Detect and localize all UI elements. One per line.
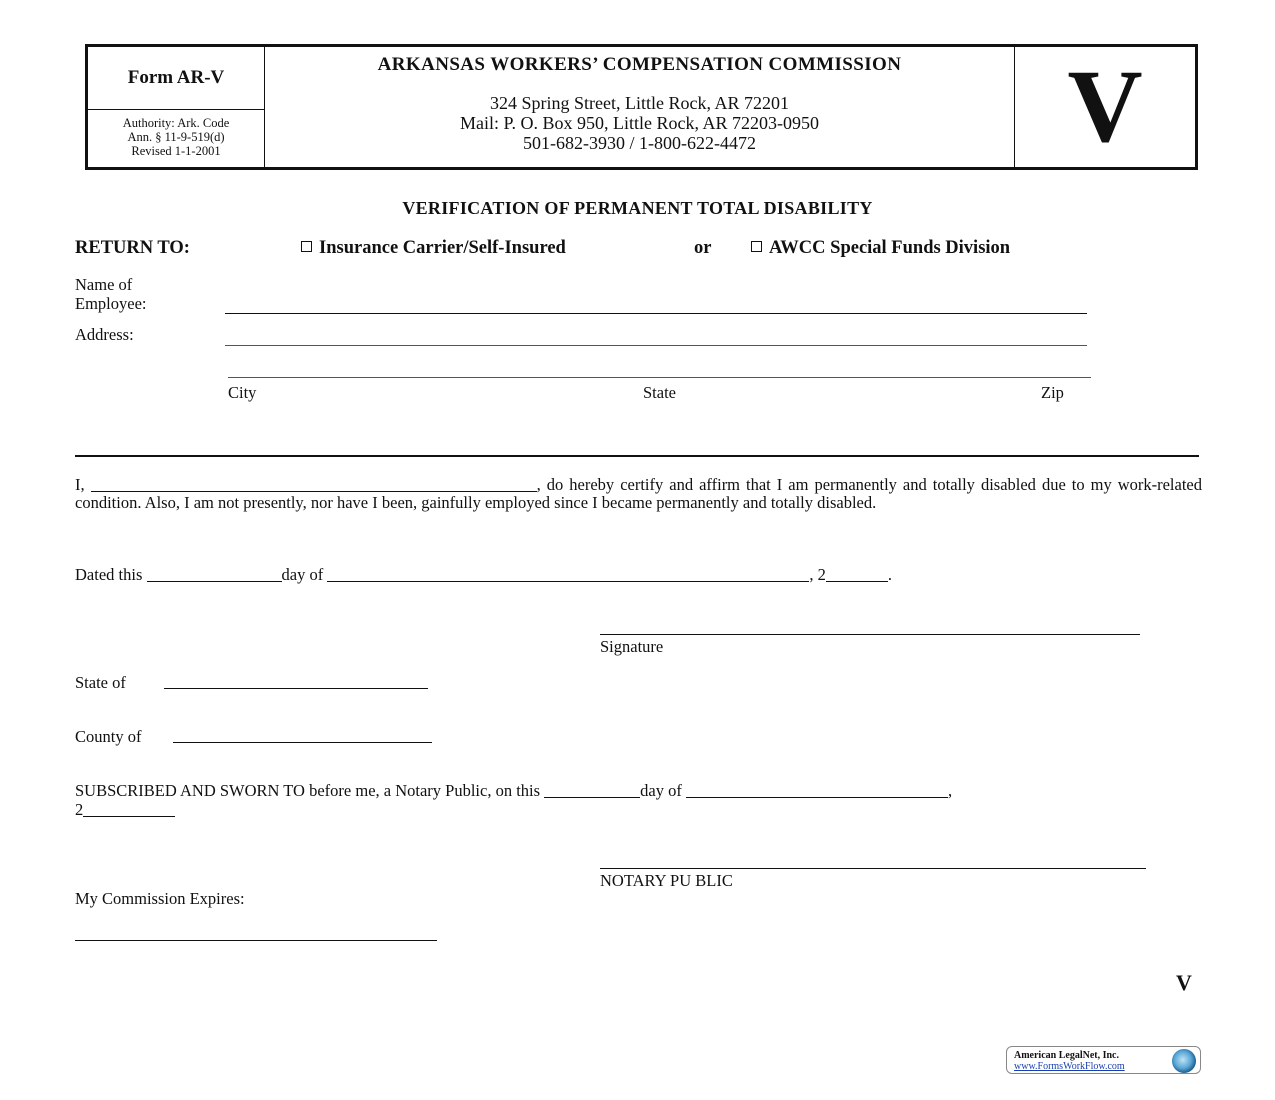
sworn-line xyxy=(75,781,952,801)
globe-icon xyxy=(1172,1049,1196,1073)
signature-field[interactable] xyxy=(600,634,1140,635)
year-prefix: , 2 xyxy=(809,565,826,584)
dated-year-field[interactable] xyxy=(826,567,888,582)
option-label: AWCC Special Funds Division xyxy=(769,238,1011,258)
certifier-name-field[interactable] xyxy=(91,477,537,492)
section-divider xyxy=(75,455,1199,457)
form-header xyxy=(85,44,1198,170)
dated-month-field[interactable] xyxy=(327,567,809,582)
year-prefix: 2 xyxy=(75,800,84,819)
commission-expires-label: My Commission Expires: xyxy=(75,889,245,908)
form-letter: V xyxy=(1067,49,1143,164)
publisher-link[interactable]: www.FormsWorkFlow.com xyxy=(1014,1061,1125,1072)
publisher-name: American LegalNet, Inc. xyxy=(1014,1050,1119,1061)
notary-signature-field[interactable] xyxy=(600,868,1146,869)
dated-line xyxy=(75,565,892,585)
employee-name-field[interactable] xyxy=(225,313,1087,314)
county-of-field[interactable] xyxy=(173,742,432,743)
sworn-year-field[interactable] xyxy=(83,802,175,817)
label-line: Name of xyxy=(75,275,133,294)
return-to-label: RETURN TO: xyxy=(75,238,190,258)
cert-text: , do hereby certify and affirm that I am permanently and totally disabled due to my work-related condition. Also, I am not presently, nor have I been, gainfully employed since I became permanently and totally disabled. xyxy=(75,475,1203,512)
or-separator: or xyxy=(694,238,712,258)
sworn-month-field[interactable] xyxy=(686,783,948,798)
mail-address: Mail: P. O. Box 950, Little Rock, AR 72203-0950 xyxy=(459,113,819,133)
sworn-day-field[interactable] xyxy=(544,783,640,798)
form-id-cell xyxy=(88,47,265,167)
state-of-label: State of xyxy=(75,673,126,692)
period: . xyxy=(887,565,892,584)
dated-label: Dated this xyxy=(75,565,143,584)
publisher-badge[interactable] xyxy=(1006,1046,1201,1074)
day-of-label: day of xyxy=(281,565,324,584)
signature-label: Signature xyxy=(600,637,664,656)
dated-day-field[interactable] xyxy=(147,567,282,582)
authority-line: Authority: Ark. Code xyxy=(122,116,230,130)
checkbox-icon[interactable] xyxy=(751,241,762,252)
authority-text xyxy=(88,110,264,158)
cert-prefix: I, xyxy=(75,475,85,494)
zip-label: Zip xyxy=(1041,383,1064,402)
city-state-zip-field[interactable] xyxy=(228,377,1091,378)
address-field[interactable] xyxy=(225,345,1087,346)
notary-public-label: NOTARY PU BLIC xyxy=(600,871,733,890)
option-special-funds[interactable] xyxy=(751,238,1010,259)
state-of-field[interactable] xyxy=(164,688,428,689)
city-label: City xyxy=(228,383,257,402)
checkbox-icon[interactable] xyxy=(301,241,312,252)
comma: , xyxy=(948,781,953,800)
street-address: 324 Spring Street, Little Rock, AR 72201 xyxy=(490,93,789,113)
county-of-label: County of xyxy=(75,727,142,746)
organization-address xyxy=(265,93,1014,153)
state-label: State xyxy=(643,383,676,402)
organization-name: ARKANSAS WORKERS’ COMPENSATION COMMISSION xyxy=(377,54,902,75)
label-line: Employee: xyxy=(75,294,147,313)
phone-numbers: 501-682-3930 / 1-800-622-4472 xyxy=(523,133,756,153)
revision-line: Revised 1-1-2001 xyxy=(131,144,221,158)
option-label: Insurance Carrier/Self-Insured xyxy=(319,238,566,258)
address-label: Address: xyxy=(75,325,134,344)
authority-line: Ann. § 11-9-519(d) xyxy=(127,130,225,144)
page-letter: V xyxy=(1176,970,1192,995)
sworn-text: SUBSCRIBED AND SWORN TO before me, a Notary Public, on this xyxy=(75,781,541,800)
form-id: Form AR-V xyxy=(88,47,264,110)
commission-expires-field[interactable] xyxy=(75,940,437,941)
page-title: VERIFICATION OF PERMANENT TOTAL DISABILITY xyxy=(402,198,873,218)
sworn-year-line xyxy=(75,800,175,820)
organization-cell xyxy=(265,47,1015,167)
day-of-label: day of xyxy=(640,781,682,800)
option-insurance-carrier[interactable] xyxy=(301,238,566,259)
certification-paragraph xyxy=(75,476,1202,512)
employee-name-label xyxy=(75,275,146,313)
